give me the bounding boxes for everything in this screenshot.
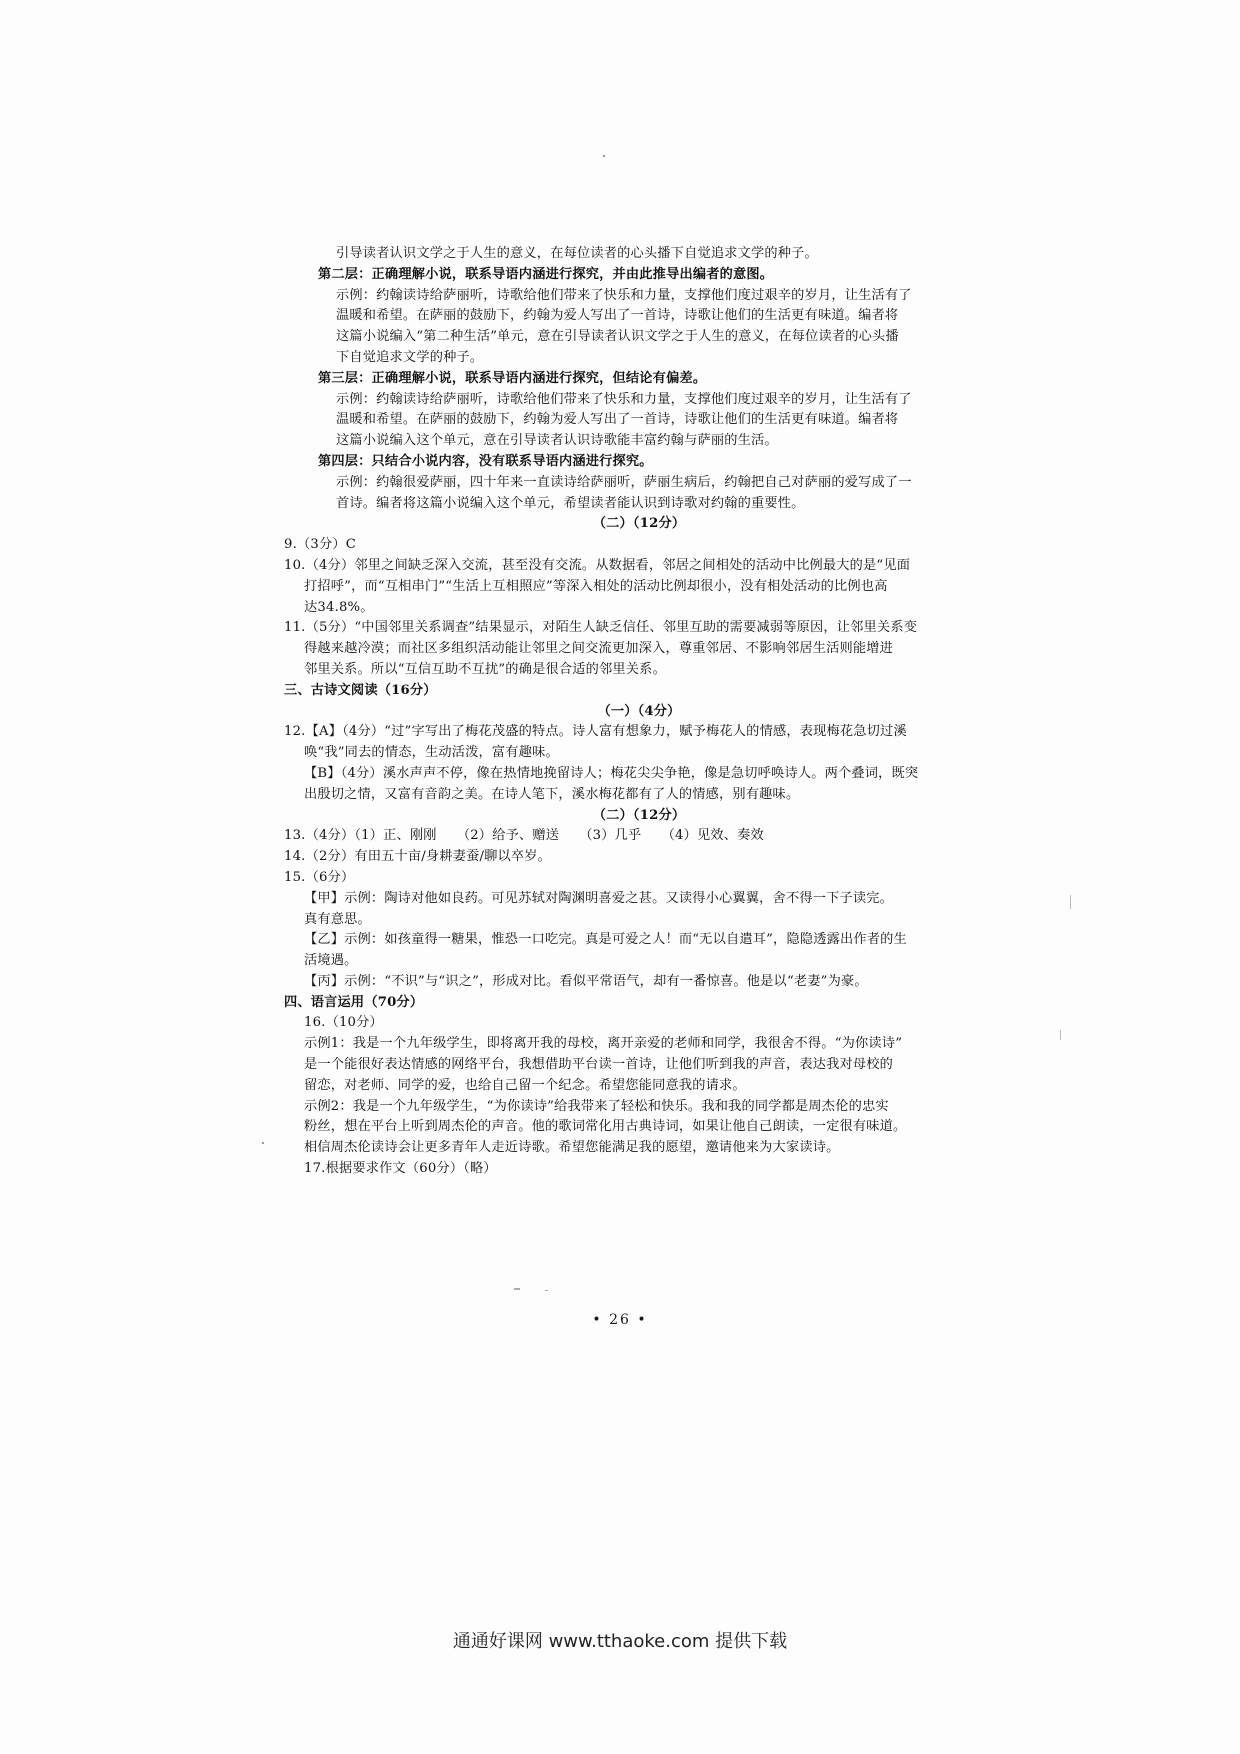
text-line: 示例：约翰读诗给萨丽听，诗歌给他们带来了快乐和力量，支撑他们度过艰辛的岁月，让生活有了	[336, 287, 912, 303]
text-line: 【乙】示例：如孩童得一糖果，惟恐一口吃完。真是可爱之人！而“无以自遣耳”，隐隐透露出作者的生	[304, 932, 907, 948]
text-line: 引导读者认识文学之于人生的意义，在每位读者的心头播下自觉追求文学的种子。	[336, 246, 818, 261]
scan-speck	[1070, 895, 1071, 909]
text-line: 下自觉追求文学的种子。	[336, 349, 484, 365]
text-line: （一）（4分）	[597, 703, 681, 719]
text-line: 粉丝，想在平台上听到周杰伦的声音。他的歌词常化用古典诗词，如果让他自己朗读，一定很有味道。	[304, 1119, 907, 1135]
text-line: 13.（4分）（1）正、刚刚 （2）给予、赠送 （3）几乎 （4）见效、奏效	[284, 828, 764, 844]
text-line: 这篇小说编入这个单元，意在引导读者认识诗歌能丰富约翰与萨丽的生活。	[336, 433, 778, 449]
text-line: 【甲】示例：陶诗对他如良药。可见苏轼对陶渊明喜爱之甚。又读得小心翼翼，舍不得一下子读完。	[304, 890, 894, 906]
text-line: 是一个能很好表达情感的网络平台，我想借助平台读一首诗，让他们听到我的声音，表达我对母校的	[304, 1057, 894, 1073]
text-line: 温暖和希望。在萨丽的鼓励下，约翰为爱人写出了一首诗，诗歌让他们的生活更有味道。编者将	[336, 308, 899, 324]
text-line: 示例：约翰读诗给萨丽听，诗歌给他们带来了快乐和力量，支撑他们度过艰辛的岁月，让生活有了	[336, 391, 912, 407]
text-line: 真有意思。	[304, 911, 371, 927]
answer-content	[284, 244, 994, 1180]
page-number: • 26 •	[592, 1312, 648, 1328]
text-line: 活境遇。	[304, 953, 358, 969]
text-line: 留恋，对老师、同学的爱，也给自己留一个纪念。希望您能同意我的请求。	[304, 1077, 746, 1093]
text-line: 这篇小说编入“第二种生活”单元，意在引导读者认识文学之于人生的意义，在每位读者的心头播	[336, 329, 899, 345]
text-line: 17.根据要求作文（60分）（略）	[304, 1161, 497, 1177]
text-line: 四、语言运用（70分）	[284, 994, 424, 1010]
text-line: 12.【A】（4分）“过”字写出了梅花茂盛的特点。诗人富有想象力，赋予梅花人的情感，表现梅花急切过溪	[284, 724, 907, 740]
text-line: （二）（12分）	[592, 807, 686, 823]
text-line: 第三层：正确理解小说，联系导语内涵进行探究，但结论有偏差。	[318, 370, 707, 386]
text-line: 11.（5分）“中国邻里关系调查”结果显示，对陌生人缺乏信任、邻里互助的需要减弱等原因，让邻里关系变	[284, 620, 918, 636]
text-line: 15.（6分）	[284, 869, 355, 885]
text-line: 三、古诗文阅读（16分）	[284, 682, 437, 698]
download-footer: 通通好课网 www.tthaoke.com 提供下载	[452, 1631, 788, 1652]
text-line: 第四层：只结合小说内容，没有联系导语内涵进行探究。	[318, 453, 653, 469]
text-line: （二）（12分）	[592, 516, 686, 532]
text-line: 达34.8%。	[304, 599, 374, 615]
text-line: 温暖和希望。在萨丽的鼓励下，约翰为爱人写出了一首诗，诗歌让他们的生活更有味道。编者将	[336, 412, 899, 428]
scan-speck	[603, 155, 605, 157]
text-line: 唤“我”同去的情态，生动活泼，富有趣味。	[304, 745, 559, 761]
text-line: 相信周杰伦读诗会让更多青年人走近诗歌。希望您能满足我的愿望，邀请他来为大家读诗。	[304, 1140, 840, 1156]
text-line: 【丙】示例：“不识”与“识之”，形成对比。看似平常语气，却有一番惊喜。他是以“老妻”为豪。	[304, 973, 868, 989]
text-line: 9.（3分）C	[284, 537, 357, 553]
scan-speck	[1060, 1030, 1061, 1040]
text-line: 16.（10分）	[304, 1015, 383, 1031]
text-line: 示例：约翰很爱萨丽，四十年来一直读诗给萨丽听，萨丽生病后，约翰把自己对萨丽的爱写成了一	[336, 474, 912, 490]
text-line: 第二层：正确理解小说，联系导语内涵进行探究，并由此推导出编者的意图。	[318, 266, 774, 282]
text-line: 出殷切之情，又富有音韵之美。在诗人笔下，溪水梅花都有了人的情感，别有趣味。	[304, 786, 800, 802]
scan-speck	[545, 1290, 548, 1291]
text-line: 得越来越冷漠；而社区多组织活动能让邻里之间交流更加深入，尊重邻居、不影响邻居生活则能增进	[304, 641, 894, 657]
text-line: 邻里关系。所以“互信互助不互扰”的确是很合适的邻里关系。	[304, 661, 666, 677]
scan-speck	[262, 1142, 264, 1144]
text-line: 10.（4分）邻里之间缺乏深入交流，甚至没有交流。从数据看，邻居之间相处的活动中比例最大的是“见面	[284, 557, 911, 573]
scan-speck	[514, 1288, 520, 1290]
text-line: 示例2：我是一个九年级学生，“为你读诗”给我带来了轻松和快乐。我和我的同学都是周杰伦的忠实	[304, 1098, 889, 1114]
text-line: 打招呼”，而“互相串门”“生活上互相照应”等深入相处的活动比例却很小，没有相处活动的比例也高	[304, 578, 888, 594]
text-line: 14.（2分）有田五十亩/身耕妻蚕/聊以卒岁。	[284, 849, 552, 865]
text-line: 示例1：我是一个九年级学生，即将离开我的母校，离开亲爱的老师和同学，我很舍不得。“为你读诗”	[304, 1036, 903, 1052]
text-line: 【B】（4分）溪水声声不停，像在热情地挽留诗人；梅花尖尖争艳，像是急切呼唤诗人。两个叠词，既突	[304, 765, 919, 781]
text-line: 首诗。编者将这篇小说编入这个单元，希望读者能认识到诗歌对约翰的重要性。	[336, 495, 805, 511]
